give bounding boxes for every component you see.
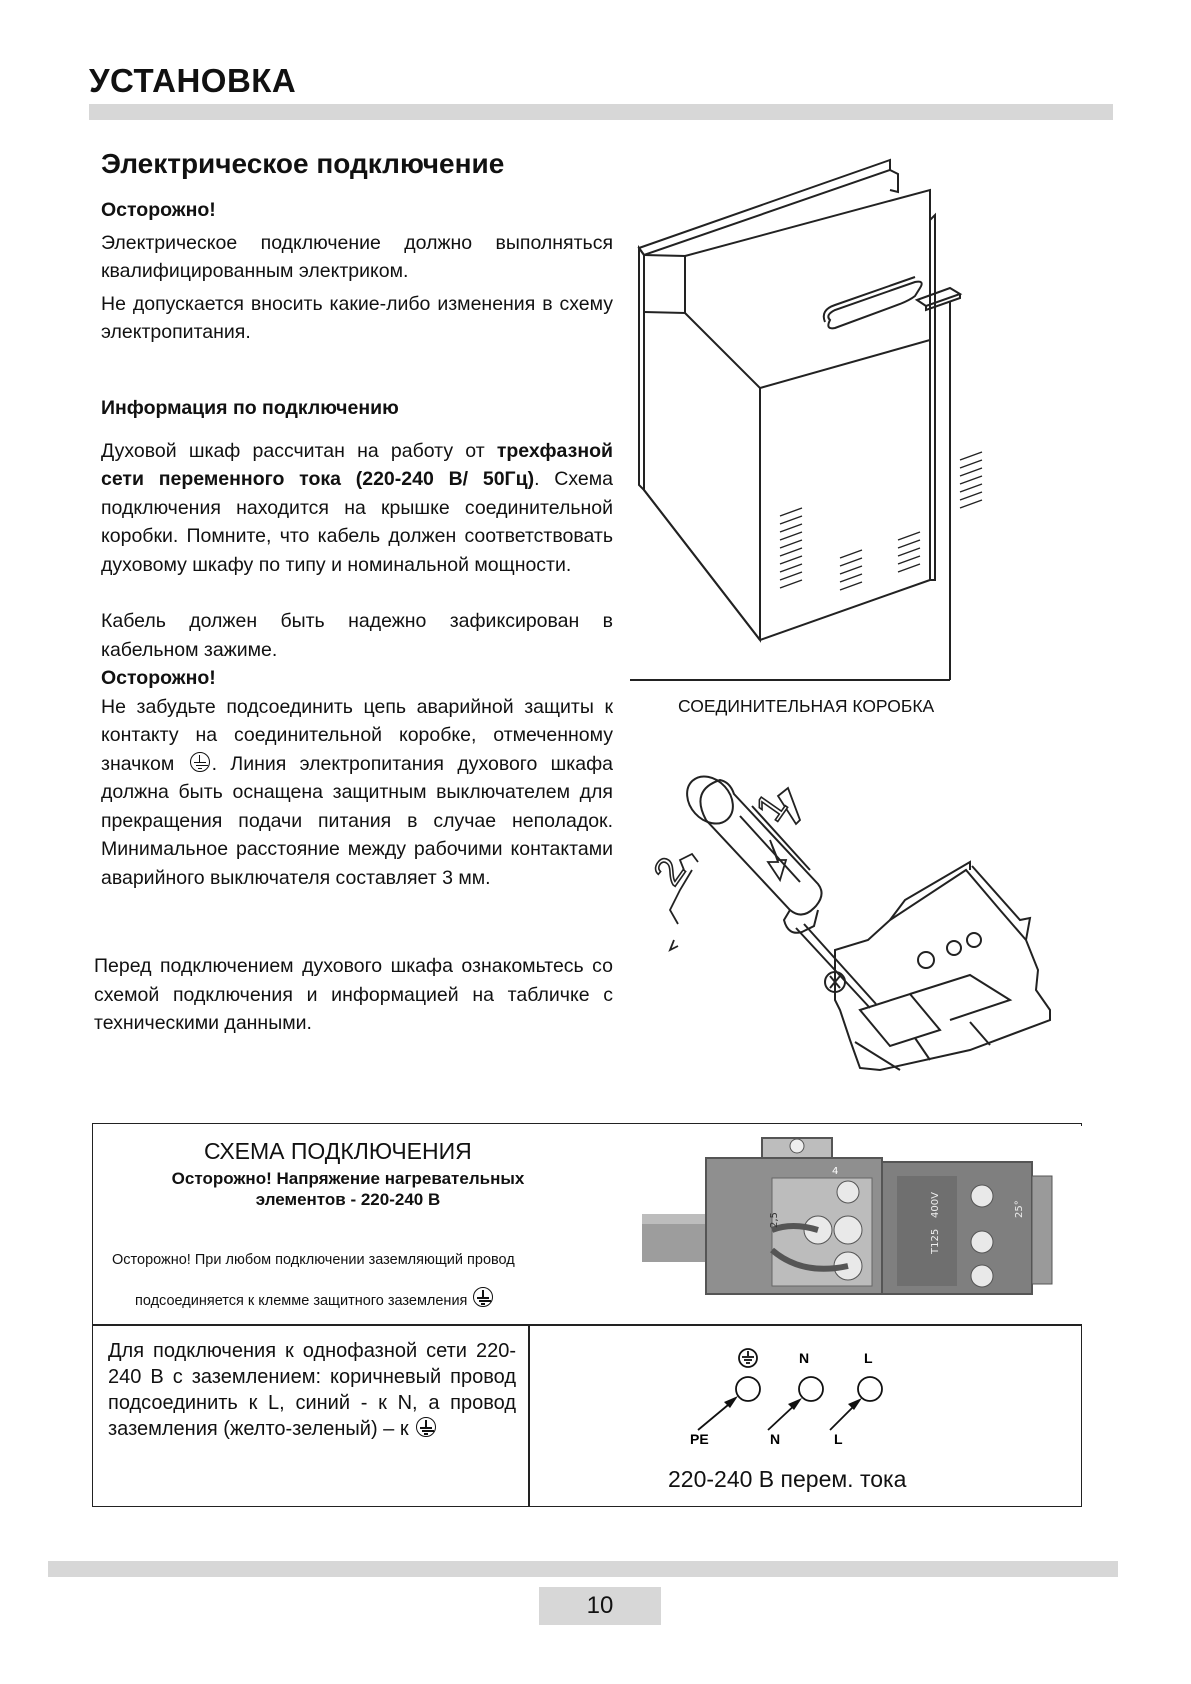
info-p1-end: . Схема подключения находится на крышке соединительной коробки. Помните, что кабель должен соответствовать духовому шкафу по типу и номинальной мощности. bbox=[101, 468, 613, 576]
info-block bbox=[101, 394, 613, 892]
single-phase-instruction-text: Для подключения к однофазной сети 220-240 В с заземлением: коричневый провод подсоединить к L, синий - к N, а провод заземления (желто-зеленый) – к bbox=[108, 1340, 516, 1440]
info-p1-start: Духовой шкаф рассчитан на работу от bbox=[101, 439, 497, 462]
terminal-top-l: L bbox=[864, 1350, 873, 1366]
oven-illustration bbox=[630, 160, 1090, 740]
header-divider bbox=[89, 104, 1113, 120]
block-mark-3: T125 bbox=[930, 1228, 941, 1254]
warning-label: Осторожно! bbox=[101, 199, 216, 221]
info-paragraph-1 bbox=[101, 437, 613, 580]
scheme-warning: Осторожно! Напряжение нагревательных элементов - 220-240 В bbox=[171, 1169, 525, 1209]
info-paragraph-4-wrap bbox=[94, 952, 613, 1038]
intro-paragraph-1: Электрическое подключение должно выполняться квалифицированным электриком. bbox=[101, 231, 613, 282]
junction-box-label: СОЕДИНИТЕЛЬНАЯ КОРОБКА bbox=[678, 696, 935, 716]
terminal-wiring-diagram bbox=[690, 1344, 910, 1454]
intro-paragraph-2: Не допускается вносить какие-либо изменения в схему электропитания. bbox=[101, 292, 613, 343]
info-p3-end: . Линия электропитания духового шкафа должна быть оснащена защитным выключателем для прекращения подачи питания в случае неполадок. Минимальное расстояние между рабочими контактами аварийного выключателя составляет 3 мм. bbox=[101, 752, 614, 889]
scheme-divider-horizontal bbox=[92, 1324, 1082, 1326]
terminal-top-n: N bbox=[799, 1350, 810, 1366]
ground-symbol-icon bbox=[473, 1287, 493, 1307]
scheme-note-line-2 bbox=[135, 1287, 495, 1309]
terminal-bottom-n: N bbox=[770, 1431, 781, 1447]
info-paragraph-2: Кабель должен быть надежно зафиксирован в кабельном зажиме. bbox=[101, 610, 613, 661]
ground-symbol-icon bbox=[416, 1417, 436, 1437]
step-2-label: 2 bbox=[645, 849, 695, 894]
terminal-block-photo bbox=[652, 1126, 1082, 1324]
section-title: Электрическое подключение bbox=[101, 148, 505, 179]
info-paragraph-4: Перед подключением духового шкафа ознакомьтесь со схемой подключения и информацией на табличке с техническими данными. bbox=[94, 955, 613, 1034]
info-heading: Информация по подключению bbox=[101, 397, 399, 419]
footer-divider bbox=[48, 1561, 1118, 1577]
scheme-title: СХЕМА ПОДКЛЮЧЕНИЯ bbox=[204, 1138, 472, 1164]
terminal-bottom-l: L bbox=[834, 1431, 843, 1447]
block-mark-5: 2,5 bbox=[769, 1212, 780, 1228]
page-number: 10 bbox=[539, 1587, 661, 1625]
page-header-title: УСТАНОВКА bbox=[89, 62, 297, 99]
block-mark-1: 4 bbox=[832, 1166, 839, 1177]
block-mark-4: 25° bbox=[1014, 1200, 1025, 1218]
warning-label-2: Осторожно! bbox=[101, 667, 216, 689]
terminal-bottom-pe: PE bbox=[690, 1431, 709, 1447]
terminal-block-illustration bbox=[645, 770, 1090, 1090]
info-paragraph-3 bbox=[101, 693, 613, 893]
info-p3-start: Не забудьте подсоединить цепь аварийной защиты к контакту на соединительной коробке, отмеченному значком bbox=[101, 695, 613, 775]
scheme-divider-vertical bbox=[528, 1324, 530, 1507]
step-1-label: 1 bbox=[747, 785, 797, 830]
info-p1-bold: трехфазной сети переменного тока (220-240 В/ 50Гц) bbox=[101, 439, 613, 490]
scheme-note-line-1: Осторожно! При любом подключении заземляющий провод bbox=[112, 1252, 515, 1268]
ground-symbol-icon bbox=[190, 752, 210, 772]
voltage-label: 220-240 В перем. тока bbox=[668, 1466, 907, 1492]
scheme-note-line-2-text: подсоединяется к клемме защитного заземления bbox=[135, 1293, 468, 1309]
block-mark-2: 400V bbox=[930, 1192, 941, 1218]
single-phase-instruction bbox=[108, 1338, 516, 1442]
intro-block bbox=[101, 196, 613, 347]
